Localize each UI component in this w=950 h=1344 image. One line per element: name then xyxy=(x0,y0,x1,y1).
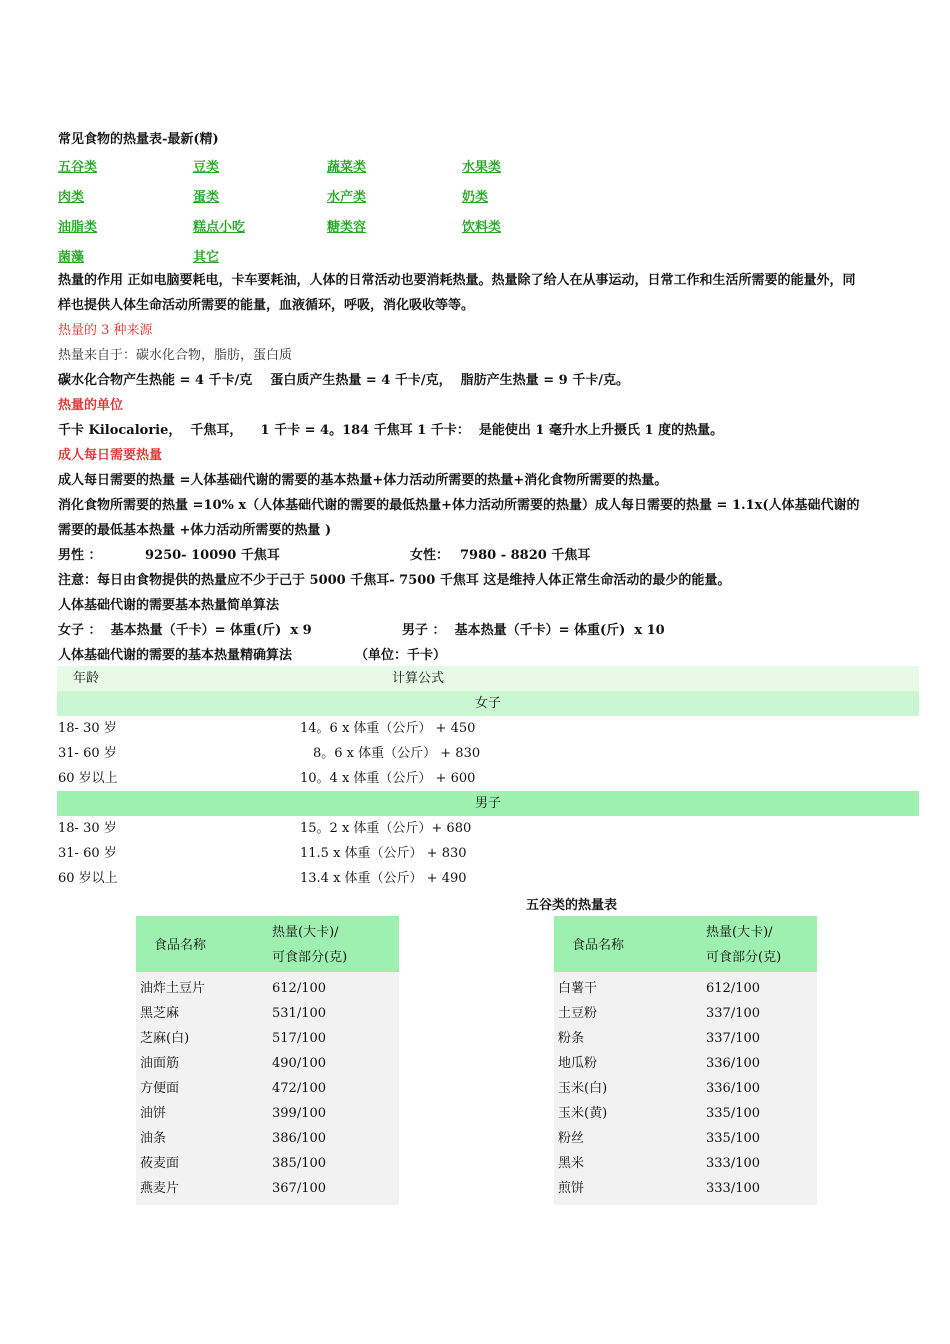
table-row xyxy=(136,1126,399,1151)
age-cell: 60 岁以上 xyxy=(58,871,118,886)
table-row xyxy=(554,1051,817,1076)
category-link[interactable]: 其它 xyxy=(193,250,220,265)
document-title: 常见食物的热量表-最新(精) xyxy=(58,132,219,147)
male-label: 男性 ： xyxy=(58,548,102,563)
formula-table-header xyxy=(57,666,919,691)
category-link[interactable]: 水产类 xyxy=(327,190,367,205)
grain-table-right xyxy=(554,916,817,1205)
age-cell: 31- 60 岁 xyxy=(58,846,117,861)
category-link[interactable]: 肉类 xyxy=(58,190,85,205)
male-value: 9250- 10090 千焦耳 xyxy=(145,548,280,563)
category-link[interactable]: 糖类容 xyxy=(327,220,367,235)
table-row xyxy=(554,1126,817,1151)
text-daily-need-3: 需要的最低基本热量 +体力活动所需要的热量 ) xyxy=(58,523,332,538)
table-row xyxy=(554,1151,817,1176)
heading-daily-need: 成人每日需要热量 xyxy=(58,448,163,463)
food-energy: 612/100 xyxy=(706,981,761,996)
food-energy: 367/100 xyxy=(272,1181,327,1196)
food-name: 莜麦面 xyxy=(140,1156,180,1171)
food-energy: 337/100 xyxy=(706,1031,761,1046)
heading-heat-unit: 热量的单位 xyxy=(58,398,124,413)
text-heat-unit: 千卡 Kilocalorie， 千焦耳， 1 千卡 = 4。184 千焦耳 1 千卡： 是能使出 1 毫升水上升摄氏 1 度的热量。 xyxy=(58,423,724,438)
food-name: 燕麦片 xyxy=(140,1181,180,1196)
food-name: 方便面 xyxy=(140,1081,180,1096)
table-row xyxy=(58,816,558,841)
formula-cell: 8。6 x 体重（公斤） + 830 xyxy=(313,746,481,761)
category-link[interactable]: 油脂类 xyxy=(58,220,98,235)
food-energy: 385/100 xyxy=(272,1156,327,1171)
food-name: 玉米(黄) xyxy=(558,1106,608,1121)
age-cell: 31- 60 岁 xyxy=(58,746,117,761)
header-energy xyxy=(706,920,781,970)
formula-cell: 15。2 x 体重（公斤）+ 680 xyxy=(300,821,472,836)
table-row xyxy=(136,1051,399,1076)
table-row xyxy=(58,766,558,791)
table-row xyxy=(554,1076,817,1101)
text-heat-sources: 热量来自于：碳水化合物，脂肪，蛋白质 xyxy=(58,348,293,363)
category-link[interactable]: 蛋类 xyxy=(193,190,220,205)
header-formula: 计算公式 xyxy=(392,671,445,686)
category-link[interactable]: 饮料类 xyxy=(462,220,502,235)
table-row xyxy=(58,841,558,866)
category-link[interactable]: 豆类 xyxy=(193,160,220,175)
grain-table-header xyxy=(554,916,817,972)
header-food-name: 食品名称 xyxy=(154,938,207,953)
food-name: 油面筋 xyxy=(140,1056,180,1071)
text-daily-need-1: 成人每日需要的热量 =人体基础代谢的需要的基本热量+体力活动所需要的热量+消化食物所需要的热量。 xyxy=(58,473,668,488)
food-name: 黑米 xyxy=(558,1156,585,1171)
food-energy: 531/100 xyxy=(272,1006,327,1021)
male-section-label: 男子 xyxy=(57,791,919,816)
table-row xyxy=(136,1026,399,1051)
food-energy: 399/100 xyxy=(272,1106,327,1121)
text-daily-need-2: 消化食物所需要的热量 =10% x（人体基础代谢的需要的最低热量+体力活动所需要的热量）成人每日需要的热量 = 1.1x(人体基础代谢的 xyxy=(58,498,860,513)
food-energy: 333/100 xyxy=(706,1181,761,1196)
category-link[interactable]: 奶类 xyxy=(462,190,489,205)
table-row xyxy=(58,741,558,766)
food-energy: 337/100 xyxy=(706,1006,761,1021)
text-note: 注意：每日由食物提供的热量应不少于己于 5000 千焦耳- 7500 千焦耳 这是维持人体正常生命活动的最少的能量。 xyxy=(58,573,731,588)
grain-table-left xyxy=(136,916,399,1205)
age-cell: 18- 30 岁 xyxy=(58,721,117,736)
formula-cell: 13.4 x 体重（公斤） + 490 xyxy=(300,871,467,886)
food-name: 玉米(白) xyxy=(558,1081,608,1096)
food-energy: 336/100 xyxy=(706,1081,761,1096)
table-row xyxy=(58,716,558,741)
header-energy-line1: 热量(大卡)/ xyxy=(272,925,339,940)
table-row xyxy=(136,1176,399,1201)
header-energy-line2: 可食部分(克) xyxy=(272,950,348,965)
food-name: 油饼 xyxy=(140,1106,167,1121)
age-cell: 18- 30 岁 xyxy=(58,821,117,836)
heading-precise-method: 人体基础代谢的需要的基本热量精确算法 xyxy=(58,648,293,663)
food-name: 粉条 xyxy=(558,1031,585,1046)
table-row xyxy=(136,1101,399,1126)
grain-table-title: 五谷类的热量表 xyxy=(526,898,618,913)
food-name: 油炸土豆片 xyxy=(140,981,206,996)
food-name: 白薯干 xyxy=(558,981,598,996)
header-energy xyxy=(272,920,347,970)
table-row xyxy=(136,976,399,1001)
header-energy-line1: 热量(大卡)/ xyxy=(706,925,773,940)
header-energy-line2: 可食部分(克) xyxy=(706,950,782,965)
formula-cell: 10。4 x 体重（公斤） + 600 xyxy=(300,771,476,786)
food-name: 黑芝麻 xyxy=(140,1006,180,1021)
formula-cell: 11.5 x 体重（公斤） + 830 xyxy=(300,846,467,861)
header-age: 年龄 xyxy=(73,671,100,686)
text-energy-yield: 碳水化合物产生热能 = 4 千卡/克 蛋白质产生热量 = 4 千卡/克， 脂肪产生热量 = 9 千卡/克。 xyxy=(58,373,629,388)
female-label: 女性： xyxy=(410,548,450,563)
paragraph-heat-purpose: 热量的作用 正如电脑要耗电，卡车要耗油，人体的日常活动也要消耗热量。热量除了给人在从事运动，日常工作和生活所需要的能量外，同 xyxy=(58,273,856,288)
table-row xyxy=(554,1001,817,1026)
table-row xyxy=(58,866,558,891)
grain-table-header xyxy=(136,916,399,972)
table-row xyxy=(554,1176,817,1201)
food-name: 煎饼 xyxy=(558,1181,585,1196)
category-link[interactable]: 糕点小吃 xyxy=(193,220,246,235)
paragraph-heat-purpose-cont: 样也提供人体生命活动所需要的能量，血液循环，呼吸，消化吸收等等。 xyxy=(58,298,475,313)
female-section-label: 女子 xyxy=(57,691,919,716)
food-energy: 472/100 xyxy=(272,1081,327,1096)
age-cell: 60 岁以上 xyxy=(58,771,118,786)
category-link[interactable]: 水果类 xyxy=(462,160,502,175)
simple-female: 女子 ： 基本热量（千卡）= 体重(斤) x 9 xyxy=(58,623,312,638)
precise-unit: （单位：千卡） xyxy=(355,648,447,663)
table-row xyxy=(554,976,817,1001)
food-energy: 490/100 xyxy=(272,1056,327,1071)
category-link[interactable]: 蔬菜类 xyxy=(327,160,367,175)
food-energy: 335/100 xyxy=(706,1106,761,1121)
food-energy: 336/100 xyxy=(706,1056,761,1071)
food-energy: 333/100 xyxy=(706,1156,761,1171)
heading-simple-method: 人体基础代谢的需要基本热量简单算法 xyxy=(58,598,280,613)
food-name: 土豆粉 xyxy=(558,1006,598,1021)
heading-heat-sources: 热量的 3 种来源 xyxy=(58,323,153,338)
table-row xyxy=(136,1151,399,1176)
formula-cell: 14。6 x 体重（公斤） + 450 xyxy=(300,721,476,736)
food-energy: 386/100 xyxy=(272,1131,327,1146)
food-energy: 517/100 xyxy=(272,1031,327,1046)
female-value: 7980 - 8820 千焦耳 xyxy=(460,548,591,563)
food-name: 粉丝 xyxy=(558,1131,585,1146)
food-name: 芝麻(白) xyxy=(140,1031,190,1046)
food-energy: 612/100 xyxy=(272,981,327,996)
category-link[interactable]: 五谷类 xyxy=(58,160,98,175)
table-row xyxy=(136,1001,399,1026)
table-row xyxy=(554,1026,817,1051)
table-row xyxy=(136,1076,399,1101)
food-name: 地瓜粉 xyxy=(558,1056,598,1071)
table-row xyxy=(554,1101,817,1126)
food-name: 油条 xyxy=(140,1131,167,1146)
header-food-name: 食品名称 xyxy=(572,938,625,953)
category-link[interactable]: 菌藻 xyxy=(58,250,85,265)
food-energy: 335/100 xyxy=(706,1131,761,1146)
simple-male: 男子 ： 基本热量（千卡）= 体重(斤) x 10 xyxy=(402,623,665,638)
